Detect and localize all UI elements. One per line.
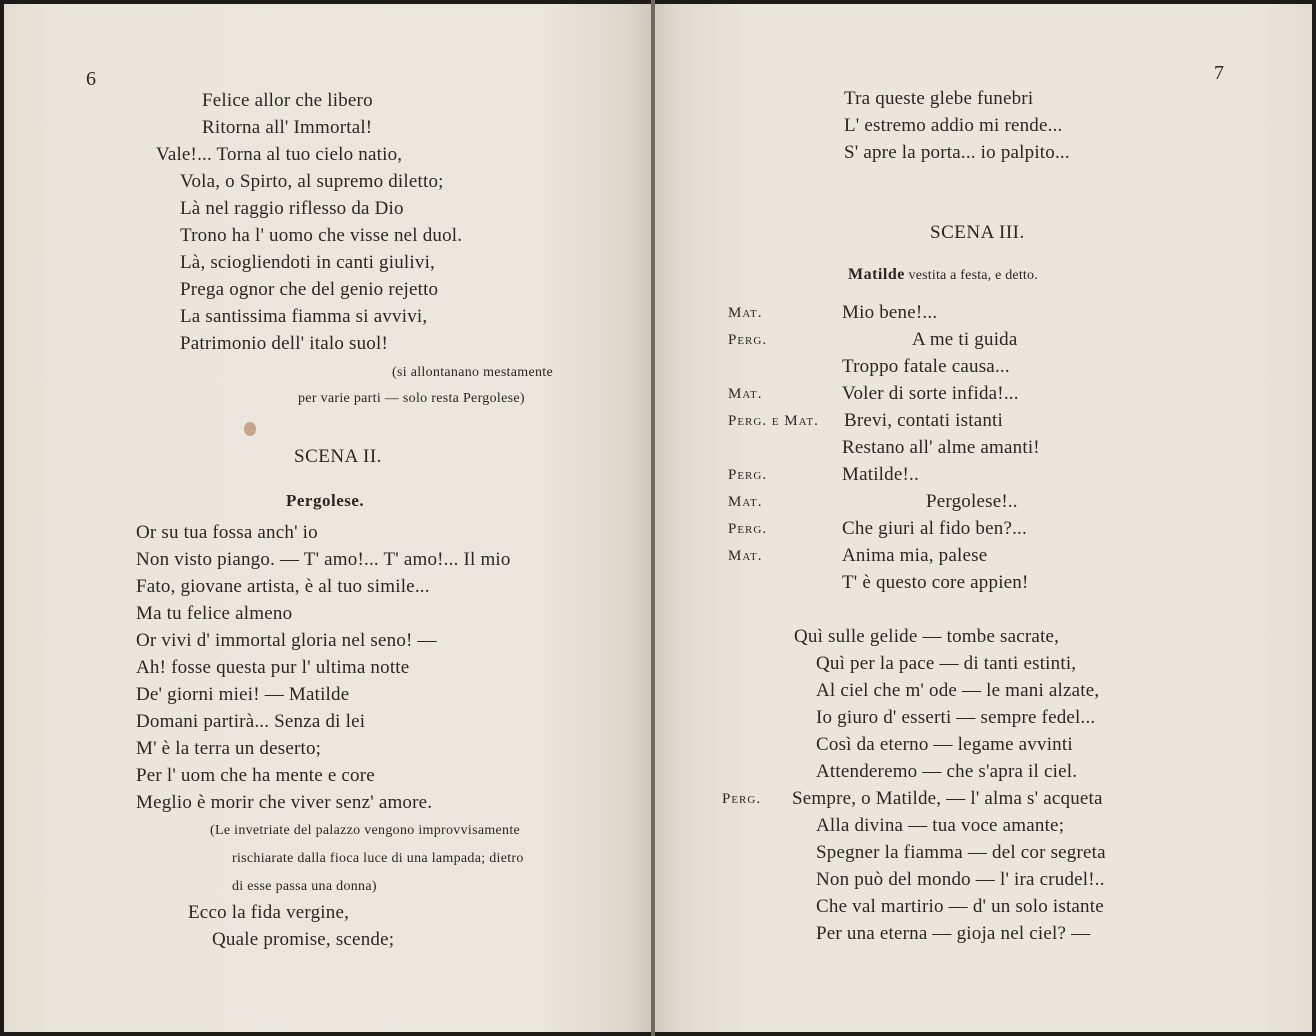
verse-line: Che val martirio — d' un solo istante [816,896,1104,917]
verse-line: Meglio è morir che viver senz' amore. [136,792,433,813]
verse-line: Ah! fosse questa pur l' ultima notte [136,657,410,678]
speaker-label: Mat. [728,305,763,321]
dialogue-line: Anima mia, palese [842,545,988,566]
verse-line: Domani partirà... Senza di lei [136,711,366,732]
page-number-right: 7 [1214,62,1225,84]
scene-heading: SCENA II. [294,446,382,467]
dialogue-line: Pergolese!.. [926,491,1018,512]
scene-heading: SCENA III. [930,222,1025,243]
verse-line: Là nel raggio riflesso da Dio [180,198,404,219]
verse-line: Sempre, o Matilde, — l' alma s' acqueta [792,788,1103,809]
character-heading: Pergolese. [286,491,365,510]
dialogue-line: T' è questo core appien! [842,572,1029,593]
verse-line: Patrimonio dell' italo suol! [180,333,388,354]
verse-line: Prega ognor che del genio rejetto [180,279,439,300]
verse-line: M' è la terra un deserto; [136,738,322,759]
speaker-label: Mat. [728,548,763,564]
verse-line: Per l' uom che ha mente e core [136,765,375,786]
verse-line: Quì per la pace — di tanti estinti, [816,653,1077,674]
verse-line: Felice allor che libero [202,90,373,111]
speaker-label: Perg. e Mat. [728,413,819,429]
verse-line: Tra queste glebe funebri [844,88,1034,109]
verse-line: Ma tu felice almeno [136,603,293,624]
verse-line: Fato, giovane artista, è al tuo simile... [136,576,430,597]
dialogue-line: Brevi, contati istanti [844,410,1004,431]
verse-line: Ecco la fida vergine, [188,902,350,923]
speaker-label: Mat. [728,386,763,402]
speaker-label: Perg. [722,791,762,807]
verse-line: Vola, o Spirto, al supremo diletto; [180,171,444,192]
stage-direction: per varie parti — solo resta Pergolese) [298,391,525,406]
verse-line: La santissima fiamma si avvivi, [180,306,428,327]
dialogue-line: Matilde!.. [842,464,919,485]
speaker-label: Perg. [728,332,768,348]
dialogue-line: Troppo fatale causa... [842,356,1010,377]
verse-line: Quale promise, scende; [212,929,395,950]
verse-line: Là, sciogliendoti in canti giulivi, [180,252,436,273]
verse-line: Vale!... Torna al tuo cielo natio, [156,144,403,165]
scene-subtitle [848,264,1038,287]
verse-line: De' giorni miei! — Matilde [136,684,350,705]
dialogue-line: Restano all' alme amanti! [842,437,1040,458]
verse-line: Attenderemo — che s'apra il ciel. [816,761,1078,782]
speaker-label: Mat. [728,494,763,510]
verse-line: Or su tua fossa anch' io [136,522,318,543]
verse-line: Non visto piango. — T' amo!... T' amo!... Il mio [136,549,511,570]
character-name: Matilde [848,266,905,283]
verse-line: Non può del mondo — l' ira crudel!.. [816,869,1105,890]
book-gutter [651,0,655,1036]
dialogue-line: A me ti guida [912,329,1018,350]
dialogue-line: Mio bene!... [842,302,938,323]
speaker-label: Perg. [728,467,768,483]
scene-subtitle-rest: vestita a festa, e detto. [908,268,1038,283]
ink-stain [244,422,256,436]
stage-direction: rischiarate dalla fioca luce di una lampada; dietro [232,851,524,866]
page-number-left: 6 [86,68,97,90]
verse-line: L' estremo addio mi rende... [844,115,1063,136]
verse-line: Or vivi d' immortal gloria nel seno! — [136,630,437,651]
verse-line: Trono ha l' uomo che visse nel duol. [180,225,463,246]
verse-line: Ritorna all' Immortal! [202,117,373,138]
verse-line: Così da eterno — legame avvinti [816,734,1073,755]
verse-line: S' apre la porta... io palpito... [844,142,1070,163]
verse-line: Quì sulle gelide — tombe sacrate, [794,626,1060,647]
verse-line: Al ciel che m' ode — le mani alzate, [816,680,1100,701]
verse-line: Alla divina — tua voce amante; [816,815,1065,836]
stage-direction: (Le invetriate del palazzo vengono improvvisamente [210,823,521,838]
stage-direction: (si allontanano mestamente [392,365,553,380]
verse-line: Spegner la fiamma — del cor segreta [816,842,1106,863]
speaker-label: Perg. [728,521,768,537]
dialogue-line: Voler di sorte infida!... [842,383,1019,404]
verse-line: Per una eterna — gioja nel ciel? — [816,923,1091,944]
verse-line: Io giuro d' esserti — sempre fedel... [816,707,1096,728]
stage-direction: di esse passa una donna) [232,879,377,894]
dialogue-line: Che giuri al fido ben?... [842,518,1027,539]
